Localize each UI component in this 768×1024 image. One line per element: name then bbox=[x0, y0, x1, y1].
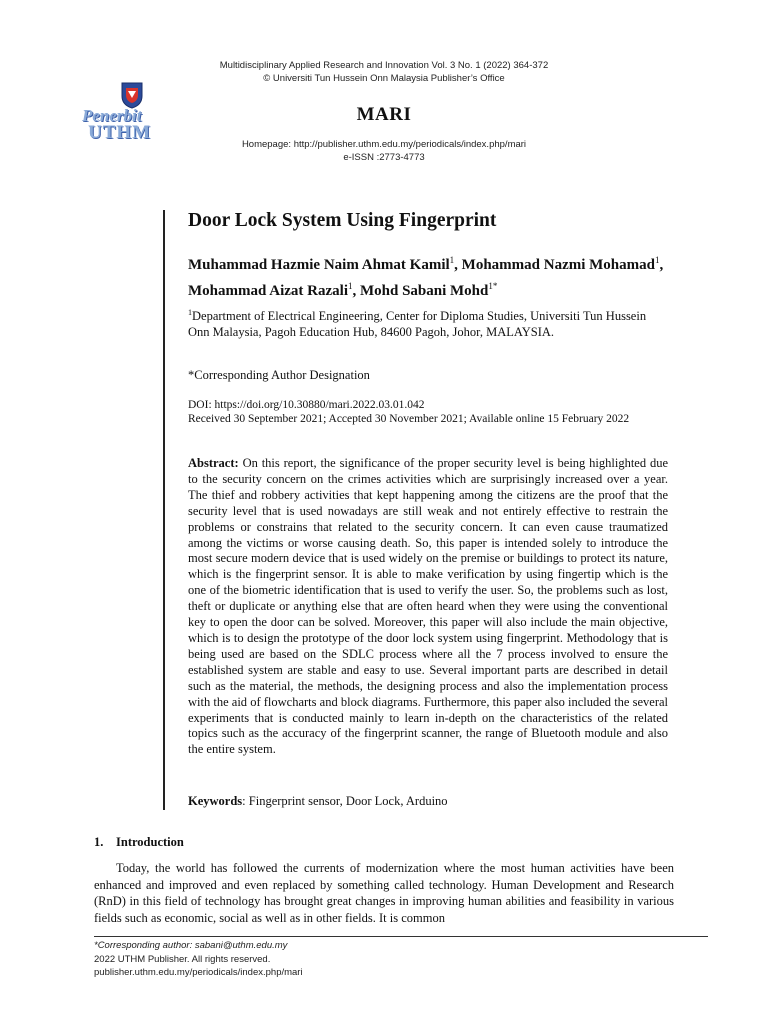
journal-url[interactable]: publisher.uthm.edu.my/periodicals/index.php/mari bbox=[94, 967, 303, 978]
affiliation-mark: 1 bbox=[188, 308, 192, 317]
paper-title: Door Lock System Using Fingerprint bbox=[188, 210, 497, 231]
keywords bbox=[188, 794, 668, 809]
author-affil-mark: 1 bbox=[654, 255, 660, 265]
keywords-label: Keywords bbox=[188, 794, 243, 808]
author-list: Muhammad Hazmie Naim Ahmat Kamil$^1$, Mohammad Nazmi Mohamad$^1$, Mohammad Aizat Razali$^1$, Mohd Sabani Mohd$^{1*}$ bbox=[188, 255, 664, 299]
journal-citation: Multidisciplinary Applied Research and Innovation Vol. 3 No. 1 (2022) 364-372 bbox=[219, 60, 549, 71]
section-title: Introduction bbox=[116, 835, 184, 849]
footer-rule bbox=[94, 936, 708, 937]
affiliation-text: Department of Electrical Engineering, Center for Diploma Studies, Universiti Tun Hussein Onn Malaysia, Pagoh Education Hub, 84600 Pagoh, Johor, MALAYSIA. bbox=[188, 309, 647, 340]
logo-text-penerbit: Penerbit bbox=[82, 106, 142, 125]
corresponding-note: *Corresponding Author Designation bbox=[188, 368, 370, 382]
article-dates bbox=[188, 398, 668, 426]
copyright-line: © Universiti Tun Hussein Onn Malaysia Publisher’s Office bbox=[263, 73, 505, 84]
homepage-link[interactable]: Homepage: http://publisher.uthm.edu.my/periodicals/index.php/mari bbox=[241, 139, 527, 150]
abstract-label: Abstract: bbox=[188, 456, 239, 470]
logo-text-uthm: UTHM bbox=[88, 122, 152, 143]
section-number: 1. bbox=[94, 835, 104, 849]
abstract-text: On this report, the significance of the proper security level is being highlighted due to the security concern on the crimes activities which are surprisingly increased over a year. The thief and robbery activities that kept happening among the citizens are the proof that the security level that is used nowadays are still weak and not entirely effective to restrain the problems or constrains that related to the security concern. It can even cause traumatized among the victims or worse causing death. So, this paper is intended solely to introduce the most secure modern device that is used widely on the premise or buildings to protect its nature, which is the fingerprint sensor. It is able to make verification by using fingertip which is the one of the biometric identification that is used to verify the user. So, the problems such as lost, theft or duplicate or anything else that are often heard when they were using the conventional key to open the door can be solved. Moreover, this paper will also include the main objective, which is to design the prototype of the door lock system using fingerprint. Methodology that is being used are based on the SDLC process where all the 7 process involved to ensure the established system are stable and easy to use. Several important parts are described in detail such as the material, the methods, the designing process and also the implementation process with the aid of flowcharts and block diagrams. Furthermore, this paper also included the several experiments that is conducted mainly to learn in-depth on the characteristics of the related topics such as the accuracy of the fingerprint scanner, the range of Bluetooth module and also the entire system. bbox=[188, 456, 669, 757]
corresponding-author-email: *Corresponding author: sabani@uthm.edu.my bbox=[94, 940, 288, 951]
section-heading bbox=[94, 835, 184, 850]
author-name: Mohammad Aizat Razali bbox=[188, 283, 348, 299]
keywords-text: : Fingerprint sensor, Door Lock, Arduino bbox=[242, 794, 448, 808]
author-name: Muhammad Hazmie Naim Ahmat Kamil bbox=[188, 257, 450, 273]
author-name: Mohd Sabani Mohd bbox=[359, 283, 489, 299]
abstract-side-rule bbox=[163, 210, 165, 810]
eissn: e-ISSN :2773-4773 bbox=[343, 152, 425, 163]
author-affil-mark: 1 bbox=[449, 255, 455, 265]
section-body: Today, the world has followed the currents of modernization where the most human activities have been enhanced and improved and even replaced by something called technology. Human Development and Research (RnD) in this field of technology has brought great changes in improving human abilities and feasibility in various fields such as economic, social as well as in other fields. It is common bbox=[94, 861, 674, 926]
received-dates: Received 30 September 2021; Accepted 30 November 2021; Available online 15 February 2022 bbox=[188, 413, 630, 425]
doi-link[interactable]: DOI: https://doi.org/10.30880/mari.2022.03.01.042 bbox=[188, 399, 425, 411]
author-affil-mark: 1 bbox=[347, 281, 353, 291]
author-affil-mark: 1* bbox=[488, 281, 498, 291]
abstract bbox=[188, 456, 668, 758]
rights-statement: 2022 UTHM Publisher. All rights reserved. bbox=[94, 954, 271, 965]
journal-abbreviation: MARI bbox=[356, 104, 412, 125]
author-name: Mohammad Nazmi Mohamad bbox=[461, 257, 655, 273]
affiliation bbox=[188, 305, 668, 340]
